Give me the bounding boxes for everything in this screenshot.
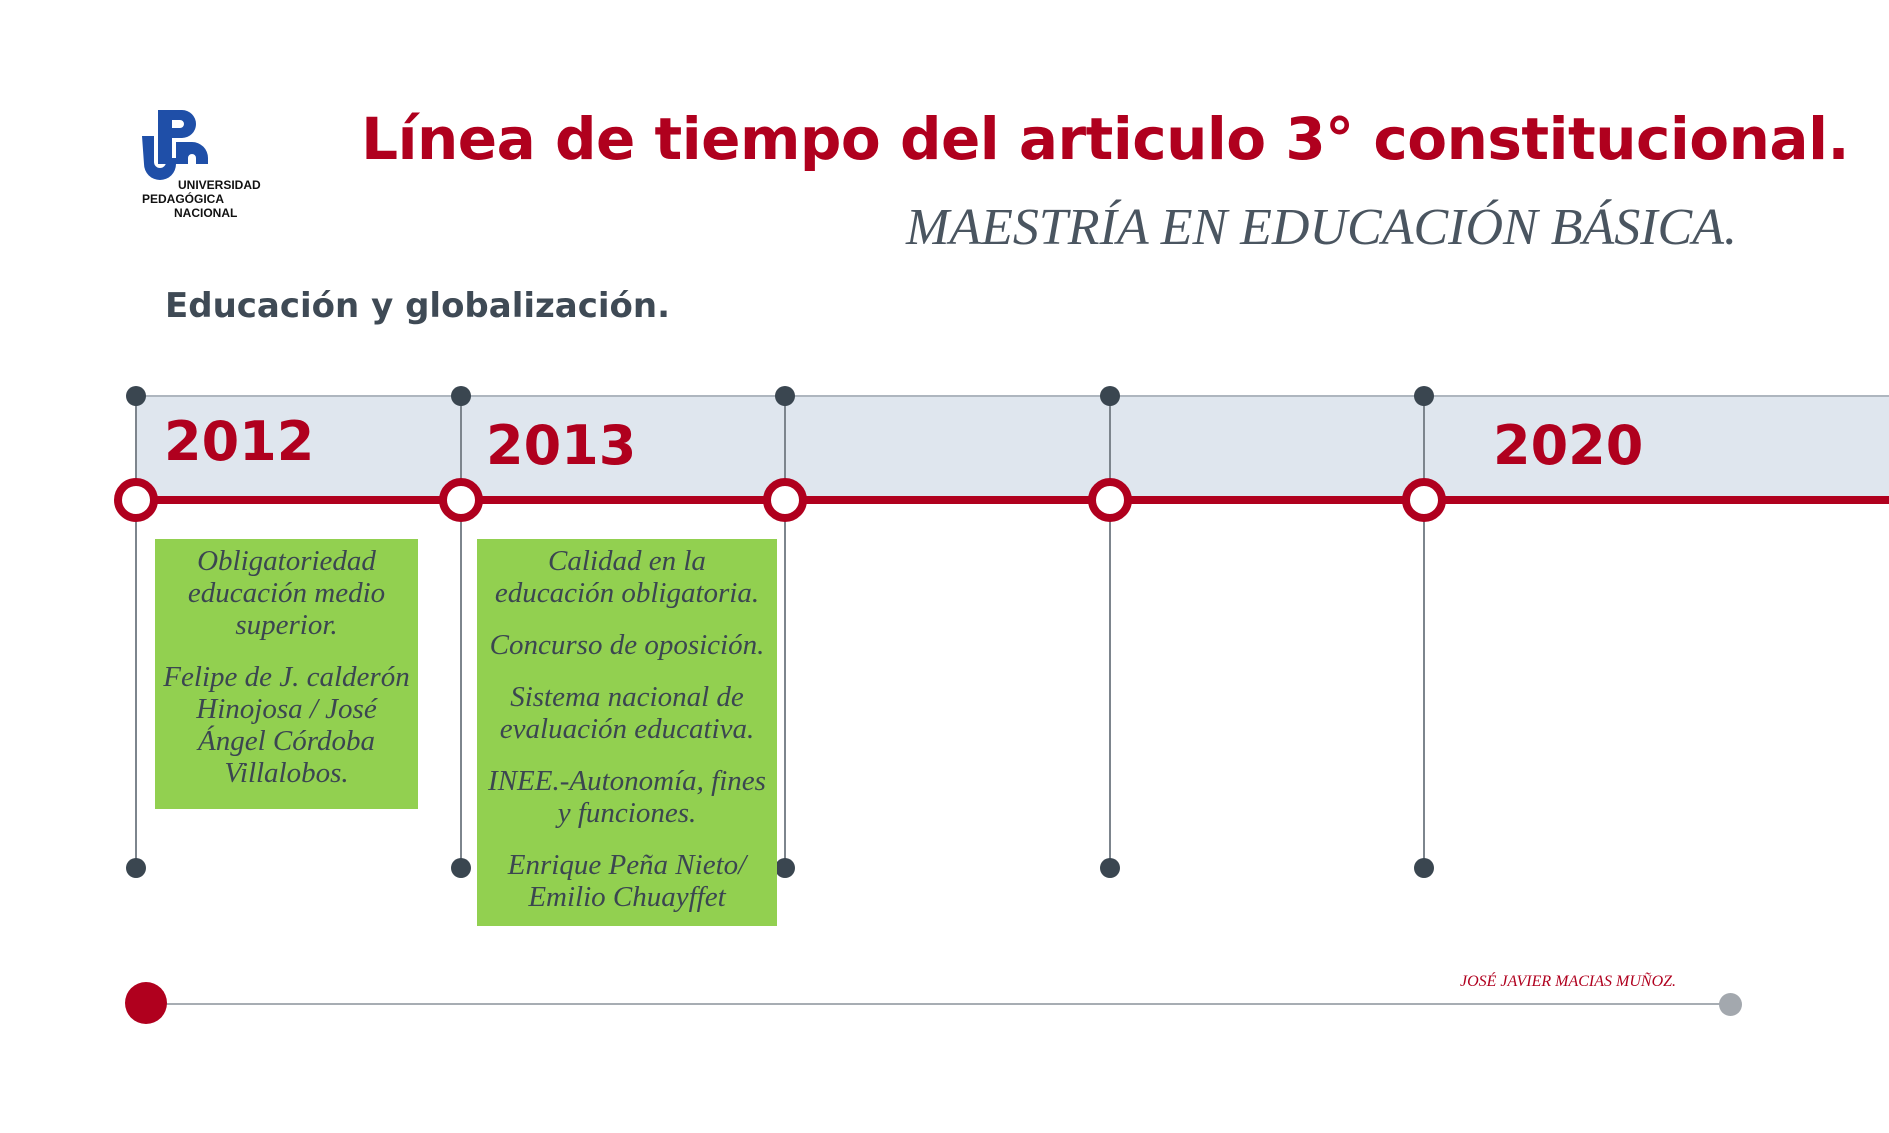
- footer-line: [147, 1003, 1731, 1005]
- logo-line-2: PEDAGÓGICA: [142, 192, 225, 206]
- page-subtitle: MAESTRÍA EN EDUCACIÓN BÁSICA.: [906, 199, 1737, 256]
- page-title: Línea de tiempo del articulo 3° constitucional.: [361, 105, 1849, 173]
- card-item: Concurso de oposición.: [489, 629, 765, 661]
- timeline-bottom-dot-5: [1414, 858, 1434, 878]
- timeline-top-dot-2: [451, 386, 471, 406]
- timeline-marker-2: [439, 478, 483, 522]
- footer-end-dot: [1719, 993, 1742, 1016]
- timeline-marker-4: [1088, 478, 1132, 522]
- card-item: Calidad en la educación obligatoria.: [494, 545, 760, 609]
- timeline-top-dot-4: [1100, 386, 1120, 406]
- timeline-axis-line: [136, 496, 1889, 504]
- section-heading: Educación y globalización.: [165, 286, 671, 326]
- upn-logo: [130, 108, 270, 220]
- timeline-column-line-5: [1423, 396, 1425, 868]
- timeline-bottom-dot-3: [775, 858, 795, 878]
- timeline-marker-1: [114, 478, 158, 522]
- timeline-band-top-edge: [136, 395, 1889, 397]
- timeline-top-dot-5: [1414, 386, 1434, 406]
- card-item: Felipe de J. calderón Hinojosa / José Ángel Córdoba Villalobos.: [163, 661, 410, 789]
- logo-line-3: NACIONAL: [174, 206, 238, 220]
- timeline-top-dot-3: [775, 386, 795, 406]
- timeline-bottom-dot-4: [1100, 858, 1120, 878]
- timeline-year-1: 2012: [164, 410, 315, 473]
- timeline-top-dot-1: [126, 386, 146, 406]
- footer-start-dot: [125, 982, 167, 1024]
- card-item: Enrique Peña Nieto/ Emilio Chuayffet: [507, 849, 747, 913]
- card-item: Sistema nacional de evaluación educativa.: [499, 681, 755, 745]
- timeline-bottom-dot-2: [451, 858, 471, 878]
- timeline-card-2013: [477, 539, 777, 926]
- upn-logo-icon: [140, 108, 220, 188]
- timeline-column-line-1: [135, 396, 137, 868]
- timeline-year-5: 2020: [1493, 414, 1644, 477]
- card-item: Obligatoriedad educación medio superior.: [187, 545, 386, 641]
- timeline-marker-5: [1402, 478, 1446, 522]
- timeline-marker-3: [763, 478, 807, 522]
- timeline-card-2012: [155, 539, 418, 809]
- timeline-column-line-4: [1109, 396, 1111, 868]
- author-name: JOSÉ JAVIER MACIAS MUÑOZ.: [1460, 973, 1677, 990]
- logo-line-1: UNIVERSIDAD: [178, 178, 261, 192]
- timeline-column-line-3: [784, 396, 786, 868]
- timeline-column-line-2: [460, 396, 462, 868]
- timeline-bottom-dot-1: [126, 858, 146, 878]
- card-item: INEE.-Autonomía, fines y funciones.: [488, 765, 766, 829]
- timeline-year-2: 2013: [486, 414, 637, 477]
